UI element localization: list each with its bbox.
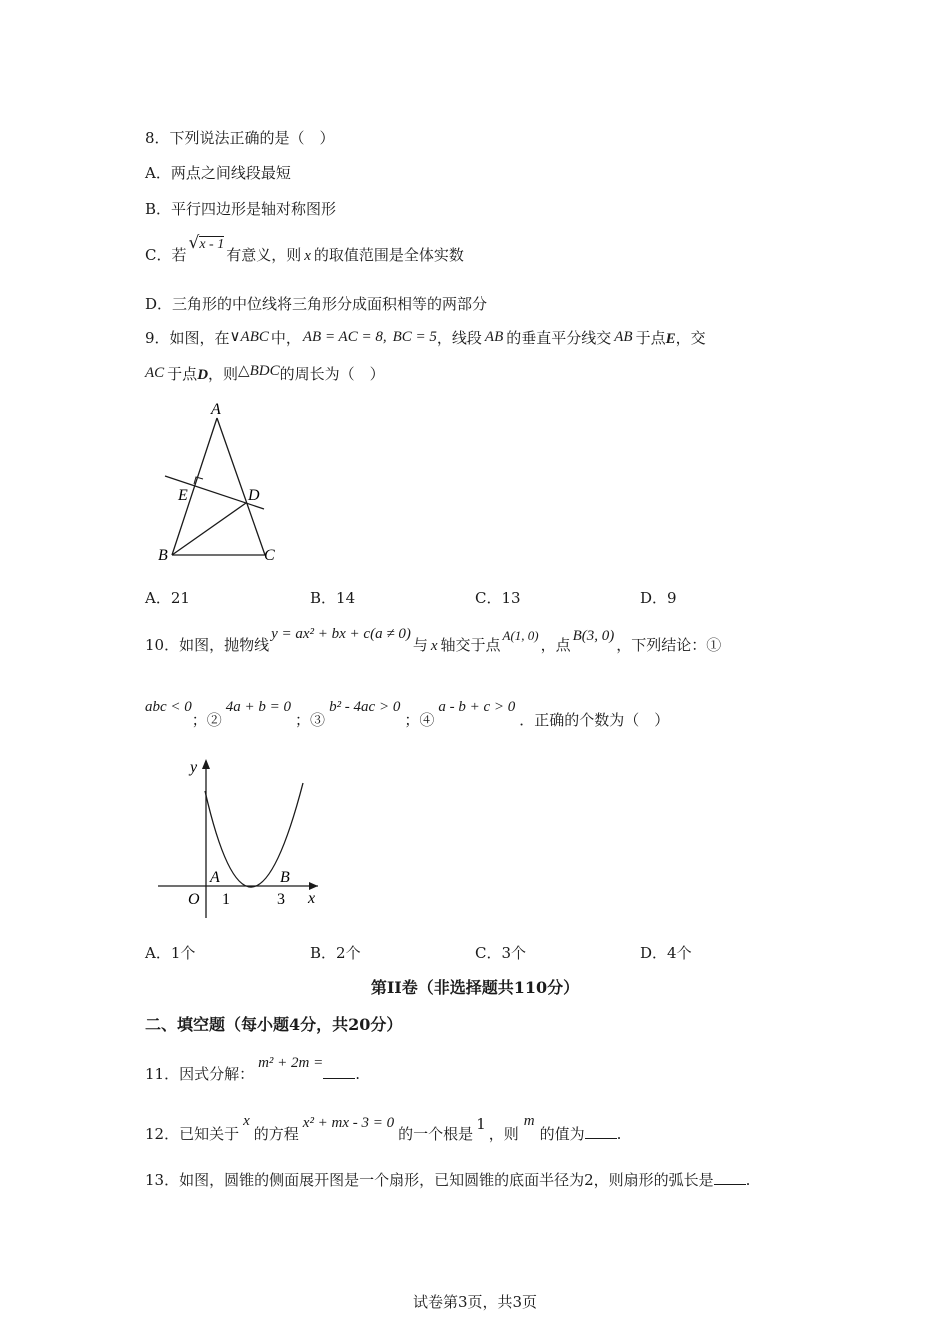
- q9-option-a: A．21: [145, 589, 190, 607]
- q10-option-c: C．3个: [475, 944, 527, 962]
- q9-option-c: C．13: [475, 589, 521, 607]
- q10-line1: 10．如图，抛物线y = ax² + bx + c(a ≠ 0)与 x 轴交于点A(1, 0)，点 B(3, 0) ，下列结论：①: [145, 626, 722, 654]
- q8-stem: 8．下列说法正确的是（ ）: [145, 129, 335, 147]
- q9-label-b: B: [158, 547, 168, 564]
- section2-title: 第II卷（非选择题共110分）: [370, 978, 580, 997]
- q10-label-a: A: [210, 869, 220, 886]
- q9-label-c: C: [264, 547, 275, 564]
- q13-answer-blank[interactable]: [714, 1170, 746, 1185]
- q10-label-y: y: [190, 759, 198, 776]
- q10-x-axis-arrow: [309, 882, 318, 890]
- q10-label-1: 1: [222, 891, 230, 908]
- q8-option-c: C．若√x - 1有意义，则 x 的取值范围是全体实数: [145, 233, 464, 264]
- q10-line2: abc < 0；②4a + b = 0；③b² - 4ac > 0；④a - b + c > 0．正确的个数为（ ）: [145, 699, 670, 729]
- q11: 11．因式分解：m² + 2m =.: [145, 1055, 361, 1083]
- q9-option-b: B．14: [310, 589, 356, 607]
- q10-option-a: A．1个: [145, 944, 196, 962]
- q9-label-e: E: [178, 487, 188, 504]
- q9-line2: AC 于点D，则△BDC的周长为（ ）: [145, 363, 385, 383]
- q9-option-d: D．9: [640, 589, 677, 607]
- q10-option-b: B．2个: [310, 944, 361, 962]
- q9-line1: 9．如图，在∨ABC 中， AB = AC = 8, BC = 5，线段 AB 的垂直平分线交 AB 于点E，交: [145, 329, 706, 347]
- q11-answer-blank[interactable]: [323, 1064, 355, 1079]
- q13: 13．如图，圆锥的侧面展开图是一个扇形，已知圆锥的底面半径为2，则扇形的弧长是 .: [145, 1171, 751, 1189]
- q9-label-d: D: [248, 487, 260, 504]
- q8-option-b: B．平行四边形是轴对称图形: [145, 200, 337, 218]
- q10-label-x: x: [308, 890, 316, 907]
- q10-label-b: B: [280, 869, 290, 886]
- q8-option-d: D．三角形的中位线将三角形分成面积相等的两部分: [145, 295, 488, 313]
- q9-triangle-figure: [150, 398, 280, 568]
- q10-option-d: D．4个: [640, 944, 692, 962]
- q8-radical-expr: x - 1: [199, 237, 225, 252]
- q12-answer-blank[interactable]: [585, 1124, 617, 1139]
- q12: 12．已知关于x的方程x² + mx - 3 = 0的一个根是1，则m的值为 .: [145, 1113, 622, 1143]
- q10-label-o: O: [188, 891, 200, 908]
- q9-label-a: A: [211, 401, 221, 418]
- q9-segment-bd: [172, 503, 246, 555]
- fill-section-title: 二、填空题（每小题4分，共20分）: [145, 1015, 403, 1034]
- q10-y-axis-arrow: [202, 759, 210, 769]
- q10-label-3: 3: [277, 891, 285, 908]
- q8-option-a: A．两点之间线段最短: [145, 164, 291, 182]
- page-footer: 试卷第3页，共3页: [412, 1293, 538, 1311]
- q10-parabola-figure: [150, 755, 330, 925]
